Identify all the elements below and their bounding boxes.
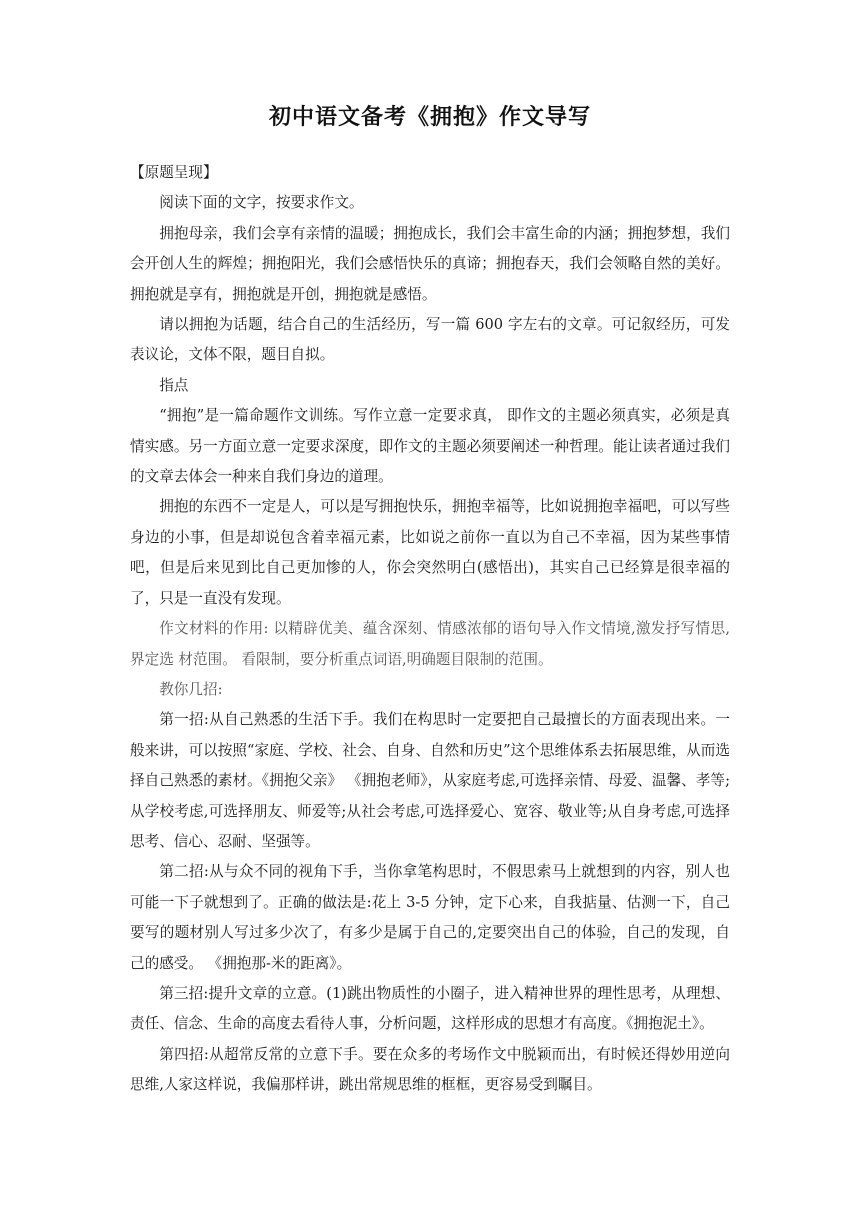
paragraph-pointer-heading: 指点 xyxy=(159,376,189,394)
paragraph-instruction: 阅读下面的文字，按要求作文。 xyxy=(159,194,364,212)
paragraph-tip-4: 第四招:从超常反常的立意下手。要在众多的考场作文中脱颖而出，有时候还得妙用逆向思维,人家这样说，我偏那样讲，跳出常规思维的框框，更容易受到瞩目。 xyxy=(130,1045,730,1094)
section-heading: 【原题呈现】 xyxy=(130,164,218,181)
paragraph-tips-heading: 教你几招: xyxy=(159,680,223,698)
paragraph-tip-3: 第三招:提升文章的立意。(1)跳出物质性的小圈子，进入精神世界的理性思考，从理想、责任、信念、生命的高度去看待人事，分析问题，这样形成的思想才有高度。《拥抱泥土》。 xyxy=(130,984,730,1033)
paragraph-requirement: 请以拥抱为话题，结合自己的生活经历，写一篇 600 字左右的文章。可记叙经历，可发表议论，文体不限，题目自拟。 xyxy=(130,316,730,364)
document-title: 初中语文备考《拥抱》作文导写 xyxy=(268,105,591,130)
paragraph-prompt-text: 拥抱母亲，我们会享有亲情的温暖；拥抱成长，我们会丰富生命的内涵；拥抱梦想，我们会开创人生的辉煌；拥抱阳光，我们会感悟快乐的真谛；拥抱春天，我们会领略自然的美好。拥抱就是享有，拥抱就是开创，拥抱就是感悟。 xyxy=(130,224,730,303)
paragraph-tip-2: 第二招:从与众不同的视角下手，当你拿笔构思时，不假思索马上就想到的内容，别人也可能一下子就想到了。正确的做法是:花上 3-5 分钟，定下心来，自我掂量、估测一下，自己要写的题材别人写过多少次了，有多少是属于自己的,定要突出自己的体验，自己的发现，自己的感受。 《拥抱那-米的距离》。 xyxy=(130,863,730,972)
paragraph-tip-1: 第一招:从自己熟悉的生活下手。我们在构思时一定要把自己最擅长的方面表现出来。一般来讲，可以按照“家庭、学校、社会、自身、自然和历史”这个思维体系去拓展思维，从而选择自己熟悉的素材。《拥抱父亲》 《拥抱老师》，从家庭考虑,可选择亲情、母爱、温馨、孝等;从学校考虑,可选择朋友、师爱等;从社会考虑,可选择爱心、宽容、敬业等;从自身考虑,可选择思考、信心、忍耐、坚强等。 xyxy=(130,711,730,850)
paragraph-material-role: 作文材料的作用: 以精辟优美、蕴含深刻、情感浓郁的语句导入作文情境,激发抒写情思,界定选 材范围。 看限制，要分析重点词语,明确题目限制的范围。 xyxy=(130,620,730,668)
document-body xyxy=(130,158,730,1101)
paragraph-analysis-2: 拥抱的东西不一定是人，可以是写拥抱快乐，拥抱幸福等，比如说拥抱幸福吧，可以写些身边的小事，但是却说包含着幸福元素，比如说之前你一直以为自己不幸福，因为某些事情吧，但是后来见到比自己更加惨的人，你会突然明白(感悟出)，其实自己已经算是很幸福的了，只是一直没有发现。 xyxy=(130,498,730,607)
paragraph-analysis-1: “拥抱”是一篇命题作文训练。写作立意一定要求真， 即作文的主题必须真实，必须是真情实感。另一方面立意一定要求深度，即作文的主题必须要阐述一种哲理。能让读者通过我们的文章去体会一种来自我们身边的道理。 xyxy=(130,407,730,486)
